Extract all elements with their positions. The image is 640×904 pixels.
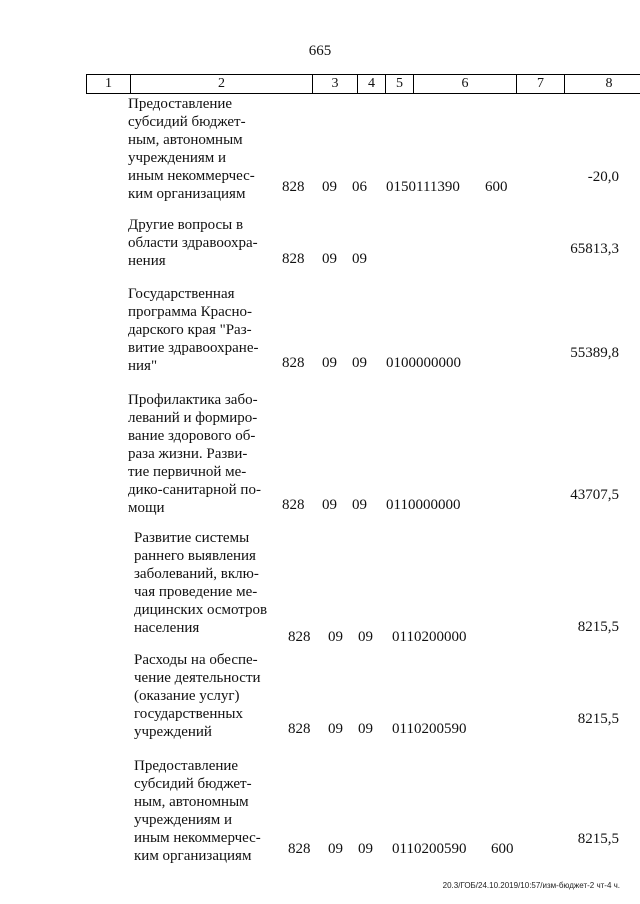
- description-line: учреждениям и: [134, 812, 233, 828]
- cell-c8: 8215,5: [577, 711, 619, 727]
- description-line: мощи: [128, 500, 165, 516]
- description-line: учреждений: [134, 724, 212, 740]
- description-line: ким организациям: [128, 186, 246, 202]
- description-line: Другие вопросы в: [128, 217, 244, 233]
- description-line: Предоставление: [128, 96, 233, 112]
- description-line: области здравоохра-: [128, 235, 258, 251]
- cell-c6: 0150111390: [386, 179, 460, 195]
- description-line: иным некоммерчес-: [128, 168, 255, 184]
- cell-c3: 828: [282, 497, 305, 513]
- description-line: вание здорового об-: [128, 428, 256, 444]
- cell-c3: 828: [288, 629, 311, 645]
- row-description: [134, 651, 284, 741]
- description-line: населения: [134, 620, 200, 636]
- description-line: леваний и формиро-: [128, 410, 258, 426]
- cell-c6: 0110200590: [392, 721, 467, 737]
- description-line: раза жизни. Разви-: [128, 446, 248, 462]
- row-description: [134, 529, 284, 637]
- description-line: учреждениям и: [128, 150, 227, 166]
- row-description: [128, 95, 278, 203]
- cell-c5: 09: [352, 355, 367, 371]
- header-col-6: 6: [413, 75, 516, 93]
- cell-c8: 8215,5: [577, 619, 619, 635]
- description-line: тие первичной ме-: [128, 464, 247, 480]
- row-description: [128, 216, 278, 270]
- row-description: [128, 391, 278, 517]
- cell-c5: 09: [352, 497, 367, 513]
- description-line: витие здравоохране-: [128, 340, 259, 356]
- cell-c4: 09: [322, 355, 337, 371]
- description-line: программа Красно-: [128, 304, 252, 320]
- description-line: субсидий бюджет-: [128, 114, 246, 130]
- description-line: субсидий бюджет-: [134, 776, 252, 792]
- cell-c5: 09: [358, 841, 373, 857]
- description-line: Профилактика забо-: [128, 392, 258, 408]
- header-col-7: 7: [516, 75, 564, 93]
- page-number: 665: [308, 43, 332, 59]
- cell-c6: 0110200000: [392, 629, 467, 645]
- description-line: раннего выявления: [134, 548, 256, 564]
- header-col-1: 1: [86, 75, 130, 93]
- cell-c4: 09: [328, 721, 343, 737]
- description-line: ным, автономным: [128, 132, 243, 148]
- cell-c8: 43707,5: [570, 487, 619, 503]
- cell-c5: 09: [358, 721, 373, 737]
- cell-c8: 8215,5: [577, 831, 619, 847]
- footer-stamp: 20.3/ГОБ/24.10.2019/10:57/изм-бюджет-2 чт-4 ч.: [442, 881, 620, 890]
- description-line: Развитие системы: [134, 530, 250, 546]
- description-line: Государственная: [128, 286, 235, 302]
- cell-c6: 0110000000: [386, 497, 461, 513]
- description-line: (оказание услуг): [134, 688, 240, 704]
- cell-c3: 828: [288, 721, 311, 737]
- description-line: дицинских осмотров: [134, 602, 268, 618]
- cell-c4: 09: [328, 629, 343, 645]
- description-line: ным, автономным: [134, 794, 249, 810]
- cell-c7: 600: [491, 841, 514, 857]
- description-line: дико-санитарной по-: [128, 482, 261, 498]
- cell-c4: 09: [328, 841, 343, 857]
- description-line: Расходы на обеспе-: [134, 652, 258, 668]
- description-line: ким организациям: [134, 848, 252, 864]
- description-line: заболеваний, вклю-: [134, 566, 259, 582]
- description-line: чение деятельности: [134, 670, 261, 686]
- cell-c6: 0100000000: [386, 355, 461, 371]
- cell-c8: -20,0: [587, 169, 619, 185]
- cell-c3: 828: [282, 251, 305, 267]
- description-line: чая проведение ме-: [134, 584, 258, 600]
- cell-c6: 0110200590: [392, 841, 467, 857]
- cell-c3: 828: [282, 355, 305, 371]
- header-col-5: 5: [385, 75, 413, 93]
- cell-c4: 09: [322, 251, 337, 267]
- cell-c7: 600: [485, 179, 508, 195]
- cell-c8: 65813,3: [570, 241, 619, 257]
- cell-c3: 828: [282, 179, 305, 195]
- description-line: иным некоммерчес-: [134, 830, 261, 846]
- cell-c5: 09: [358, 629, 373, 645]
- cell-c5: 06: [352, 179, 367, 195]
- cell-c8: 55389,8: [570, 345, 619, 361]
- cell-c3: 828: [288, 841, 311, 857]
- description-line: нения: [128, 253, 166, 269]
- description-line: дарского края "Раз-: [128, 322, 252, 338]
- header-col-8: 8: [564, 75, 640, 93]
- table-header-row: [86, 74, 640, 94]
- cell-c4: 09: [322, 179, 337, 195]
- header-col-3: 3: [312, 75, 357, 93]
- description-line: Предоставление: [134, 758, 239, 774]
- header-col-2: 2: [130, 75, 312, 93]
- row-description: [134, 757, 284, 865]
- cell-c4: 09: [322, 497, 337, 513]
- cell-c5: 09: [352, 251, 367, 267]
- description-line: государственных: [134, 706, 243, 722]
- description-line: ния": [128, 358, 158, 374]
- row-description: [128, 285, 278, 375]
- header-col-4: 4: [357, 75, 385, 93]
